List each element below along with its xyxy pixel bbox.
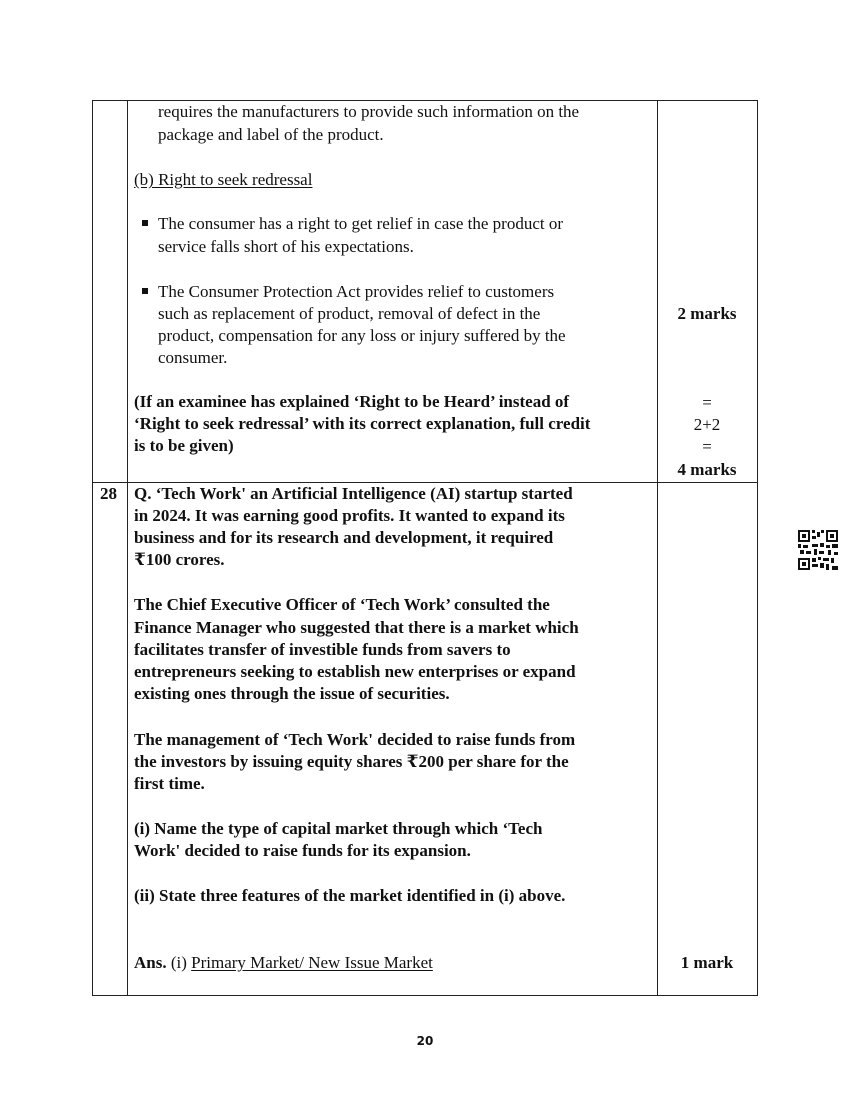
q28-para2-line-5: existing ones through the issue of securities. — [134, 684, 450, 703]
note-line-3: is to be given) — [134, 436, 234, 455]
total-equals-1: = — [702, 393, 712, 412]
question-number: 28 — [100, 484, 117, 503]
answer-marks: 1 mark — [680, 953, 734, 972]
answer-line — [134, 952, 433, 974]
bullet2-line-1: The Consumer Protection Act provides relief to customers — [158, 282, 555, 301]
answer-prefix-ans: Ans. — [134, 953, 167, 972]
note-line-1: (If an examinee has explained ‘Right to be Heard’ instead of — [134, 392, 570, 411]
q28-subq1-line-1: (i) Name the type of capital market through which ‘Tech — [134, 819, 543, 838]
q28-subq2: (ii) State three features of the market identified in (i) above. — [134, 886, 566, 905]
answer-text: Primary Market/ New Issue Market — [191, 953, 433, 972]
intro-line-2: package and label of the product. — [158, 125, 384, 144]
q28-para1-line-3: business and for its research and development, it required — [134, 528, 554, 547]
total-equals-2: = — [702, 437, 712, 456]
bullet1-line-2: service falls short of his expectations. — [158, 237, 414, 256]
q28-para2-line-2: Finance Manager who suggested that there is a market which — [134, 618, 579, 637]
bullet2-line-4: consumer. — [158, 348, 228, 367]
q28-para2-line-3: facilitates transfer of investible funds from savers to — [134, 640, 511, 659]
note-line-2: ‘Right to seek redressal’ with its correct explanation, full credit — [134, 414, 591, 433]
page-number: 20 — [416, 1034, 434, 1048]
heading-right-to-seek-redressal: (b) Right to seek redressal — [134, 170, 313, 189]
q28-para3-line-1: The management of ‘Tech Work' decided to raise funds from — [134, 730, 576, 749]
column-divider-number — [127, 101, 128, 995]
q28-para3-line-2: the investors by issuing equity shares ₹200 per share for the — [134, 752, 569, 771]
q28-para1-line-4: ₹100 crores. — [134, 550, 225, 569]
column-divider-marks — [657, 101, 658, 995]
answer-prefix: (i) — [166, 953, 192, 972]
bullet-square-icon — [142, 288, 148, 294]
q28-para1-line-2: in 2024. It was earning good profits. It wanted to expand its — [134, 506, 565, 525]
bullet2-line-2: such as replacement of product, removal of defect in the — [158, 304, 541, 323]
q28-subq1-line-2: Work' decided to raise funds for its expansion. — [134, 841, 471, 860]
q28-para3-line-3: first time. — [134, 774, 205, 793]
bullet2-line-3: product, compensation for any loss or injury suffered by the — [158, 326, 566, 345]
marks-2: 2 marks — [677, 304, 737, 323]
q28-para1-line-1: Q. ‘Tech Work' an Artificial Intelligence (AI) startup started — [134, 484, 573, 503]
qr-code-icon — [798, 530, 838, 570]
total-sum: 2+2 — [693, 415, 721, 434]
intro-line-1: requires the manufacturers to provide such information on the — [158, 102, 580, 121]
q28-para2-line-1: The Chief Executive Officer of ‘Tech Work’ consulted the — [134, 595, 550, 614]
total-marks: 4 marks — [677, 460, 737, 479]
bullet-square-icon — [142, 220, 148, 226]
q28-para2-line-4: entrepreneurs seeking to establish new enterprises or expand — [134, 662, 576, 681]
bullet1-line-1: The consumer has a right to get relief in case the product or — [158, 214, 564, 233]
